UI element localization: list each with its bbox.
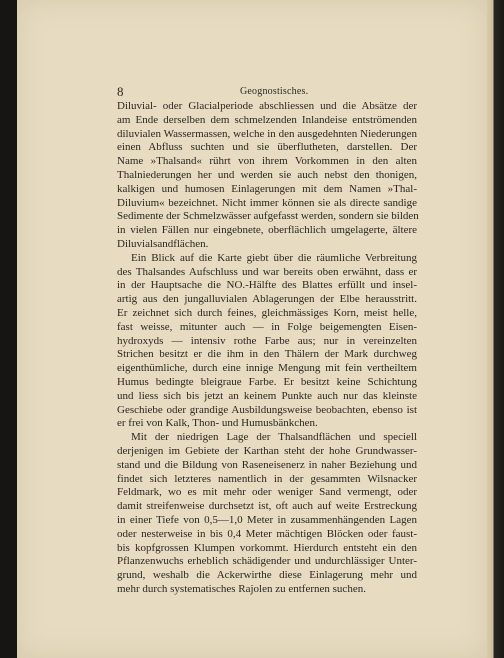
text-line: in der Hauptsache die NO.-Hälfte des Blattes erfüllt und insel- <box>117 279 417 292</box>
text-line: Diluvium« bezeichnet. Nicht immer können sie als directe sandige <box>117 196 417 209</box>
text-line: derjenigen im Gebiete der Karthan steht der hohe Grundwasser- <box>117 444 417 457</box>
text-line: er frei von Kalk, Thon- und Humusbänkchen. <box>117 417 318 430</box>
text-line: stand und die Bildung von Raseneisenerz in naher Beziehung und <box>117 458 417 471</box>
text-line: mehr durch systematisches Rajolen zu entfernen suchen. <box>117 582 366 595</box>
text-line: Diluvial- oder Glacialperiode abschliessen und die Absätze der <box>117 100 417 112</box>
text-line: des Thalsandes Aufschluss und war bereits oben erwähnt, dass er <box>117 265 417 278</box>
text-line: und liess sich bis jetzt an keinem Punkte auch nur das kleinste <box>117 389 417 402</box>
paragraph-1 <box>117 100 417 252</box>
page-number: 8 <box>117 84 124 99</box>
paragraph-2 <box>117 252 417 431</box>
text-line: damit streifenweise durchsetzt ist, oft auch auf weite Erstreckung <box>117 500 417 513</box>
body-text <box>117 100 417 597</box>
text-line: Pflanzenwuchs erheblich schädigender und undurchlässiger Unter- <box>117 555 417 568</box>
text-line: Ein Blick auf die Karte giebt über die räumliche Verbreitung <box>131 251 417 264</box>
page-header <box>117 84 417 100</box>
scan-background-left <box>0 0 17 658</box>
text-line: findet sich letzteres namentlich in der gesammten Wilsnacker <box>117 472 417 485</box>
text-line: einen Abfluss suchten und sie überflutheten, darstellen. Der <box>117 141 417 154</box>
text-line: Thalniederungen her und werden sie auch nebst den thonigen, <box>117 168 417 181</box>
text-line: Geschiebe oder grandige Ausbildungsweise beobachten, ebenso ist <box>117 403 417 416</box>
text-line: Strichen besitzt er die ihm in den Thälern der Mark durchweg <box>117 348 417 361</box>
text-line: fast weisse, mitunter auch — in Folge beigemengten Eisen- <box>117 320 417 333</box>
text-line: kalkigen und humosen Einlagerungen mit dem Namen »Thal- <box>117 182 417 195</box>
page-edge-right <box>487 0 504 658</box>
text-line: grund, weshalb die Ackerwirthe diese Einlagerung mehr und <box>117 569 417 582</box>
text-line: Humus bedingte bleigraue Farbe. Er besitzt keine Schichtung <box>117 375 417 388</box>
text-line: eigenthümliche, durch eine innige Mengung mit fein vertheiltem <box>117 362 417 375</box>
text-line: artig aus den jungalluvialen Ablagerungen der Elbe herausstritt. <box>117 293 417 306</box>
text-line: in vielen Fällen nur eingebnete, oberflächlich umgelagerte, ältere <box>117 224 417 237</box>
text-line: Name »Thalsand« rührt von ihrem Vorkommen in den alten <box>117 155 417 168</box>
text-line: Mit der niedrigen Lage der Thalsandflächen und speciell <box>131 431 417 444</box>
running-head: Geognostisches. <box>240 86 309 97</box>
paragraph-3 <box>117 431 417 597</box>
text-line: in einer Tiefe von 0,5—1,0 Meter in zusammenhängenden Lagen <box>117 513 417 526</box>
text-line: diluvialen Wassermassen, welche in den ausgedehnten Niederungen <box>117 127 417 140</box>
text-line: Diluvialsandflächen. <box>117 237 209 250</box>
text-line: Er zeichnet sich durch feines, gleichmässiges Korn, meist helle, <box>117 306 417 319</box>
text-line: bis kopfgrossen Klumpen vorkommt. Hierdurch entsteht ein den <box>117 541 417 554</box>
text-line: hydroxyds — intensiv rothe Farbe aus; nur in vereinzelten <box>117 334 417 347</box>
text-line: oder nesterweise in bis 0,4 Meter mächtigen Blöcken oder faust- <box>117 527 417 540</box>
text-line: am Ende derselben dem schmelzenden Inlandeise entströmenden <box>117 113 417 126</box>
text-line: Sedimente der Schmelzwässer aufgefasst werden, sondern sie bilden <box>117 210 419 223</box>
text-line: Feldmark, wo es mit mehr oder weniger Sand vermengt, oder <box>117 486 417 499</box>
